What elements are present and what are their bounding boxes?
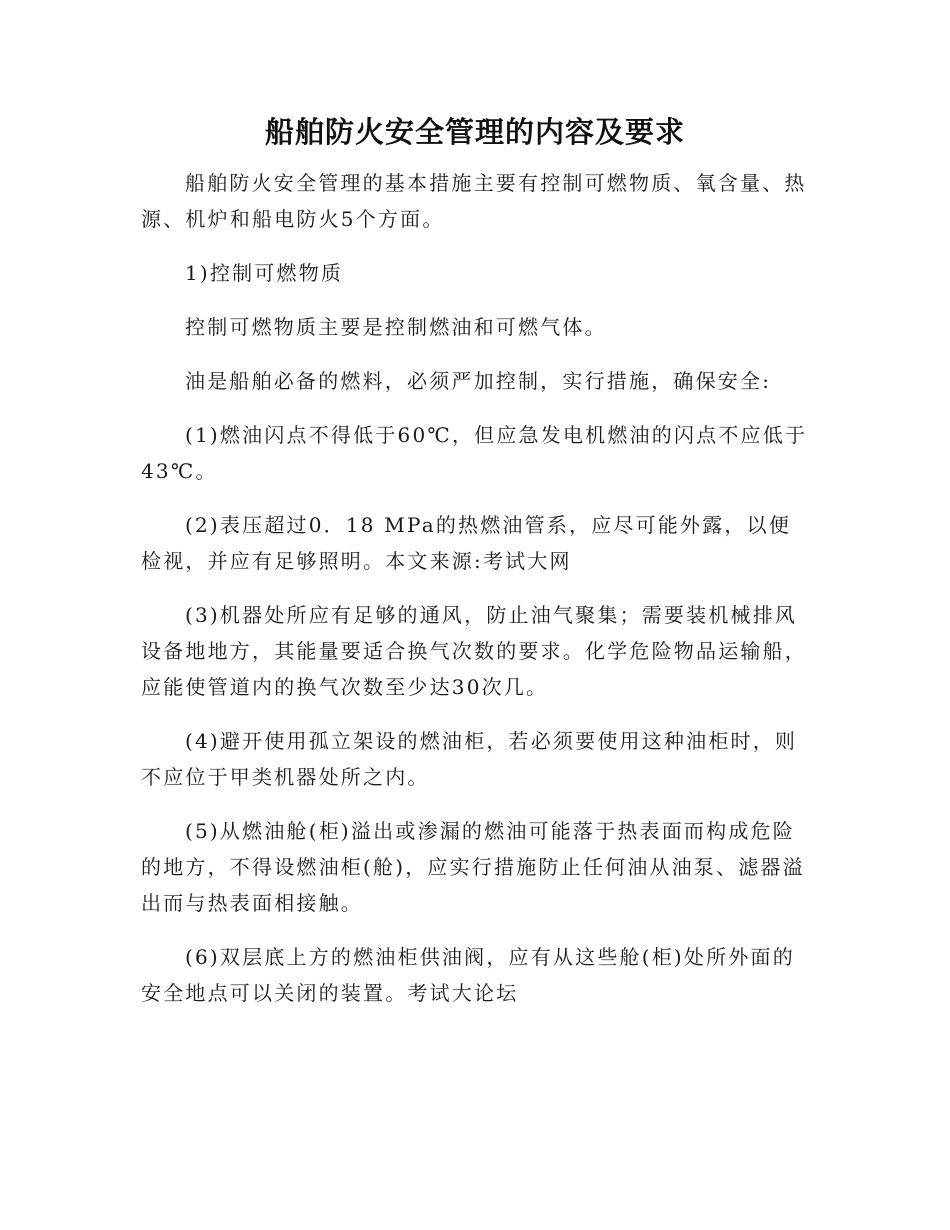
paragraph-item-3: (3)机器处所应有足够的通风，防止油气聚集；需要装机械排风设备地地方，其能量要适合换气次数的要求。化学危险物品运输船，应能使管道内的换气次数至少达30次几。 [141, 603, 807, 699]
paragraph-item-1: (1)燃油闪点不得低于60℃，但应急发电机燃油的闪点不应低于43℃。 [141, 423, 808, 483]
paragraph-fuel-control: 油是船舶必备的燃料，必须严加控制，实行措施，确保安全: [185, 369, 772, 393]
paragraph-item-2: (2)表压超过0．18 MPa的热燃油管系，应尽可能外露，以便检视，并应有足够照明。本文来源:考试大网 [141, 513, 792, 573]
paragraph-item-4: (4)避开使用孤立架设的燃油柜，若必须要使用这种油柜时，则不应位于甲类机器处所之内。 [141, 729, 798, 789]
document-title: 船舶防火安全管理的内容及要求 [264, 115, 685, 149]
paragraph-intro: 船舶防火安全管理的基本措施主要有控制可燃物质、氧含量、热源、机炉和船电防火5个方面。 [141, 171, 807, 231]
paragraph-combustibles-summary: 控制可燃物质主要是控制燃油和可燃气体。 [185, 315, 607, 339]
document-body [141, 165, 809, 1029]
paragraph-item-5: (5)从燃油舱(柜)溢出或渗漏的燃油可能落于热表面而构成危险的地方，不得设燃油柜(舱)，应实行措施防止任何油从油泵、滤器溢出而与热表面相接触。 [141, 819, 805, 915]
paragraph-item-6: (6)双层底上方的燃油柜供油阀，应有从这些舱(柜)处所外面的安全地点可以关闭的装置。考试大论坛 [141, 945, 795, 1005]
section-heading-combustibles: 1)控制可燃物质 [185, 261, 344, 285]
